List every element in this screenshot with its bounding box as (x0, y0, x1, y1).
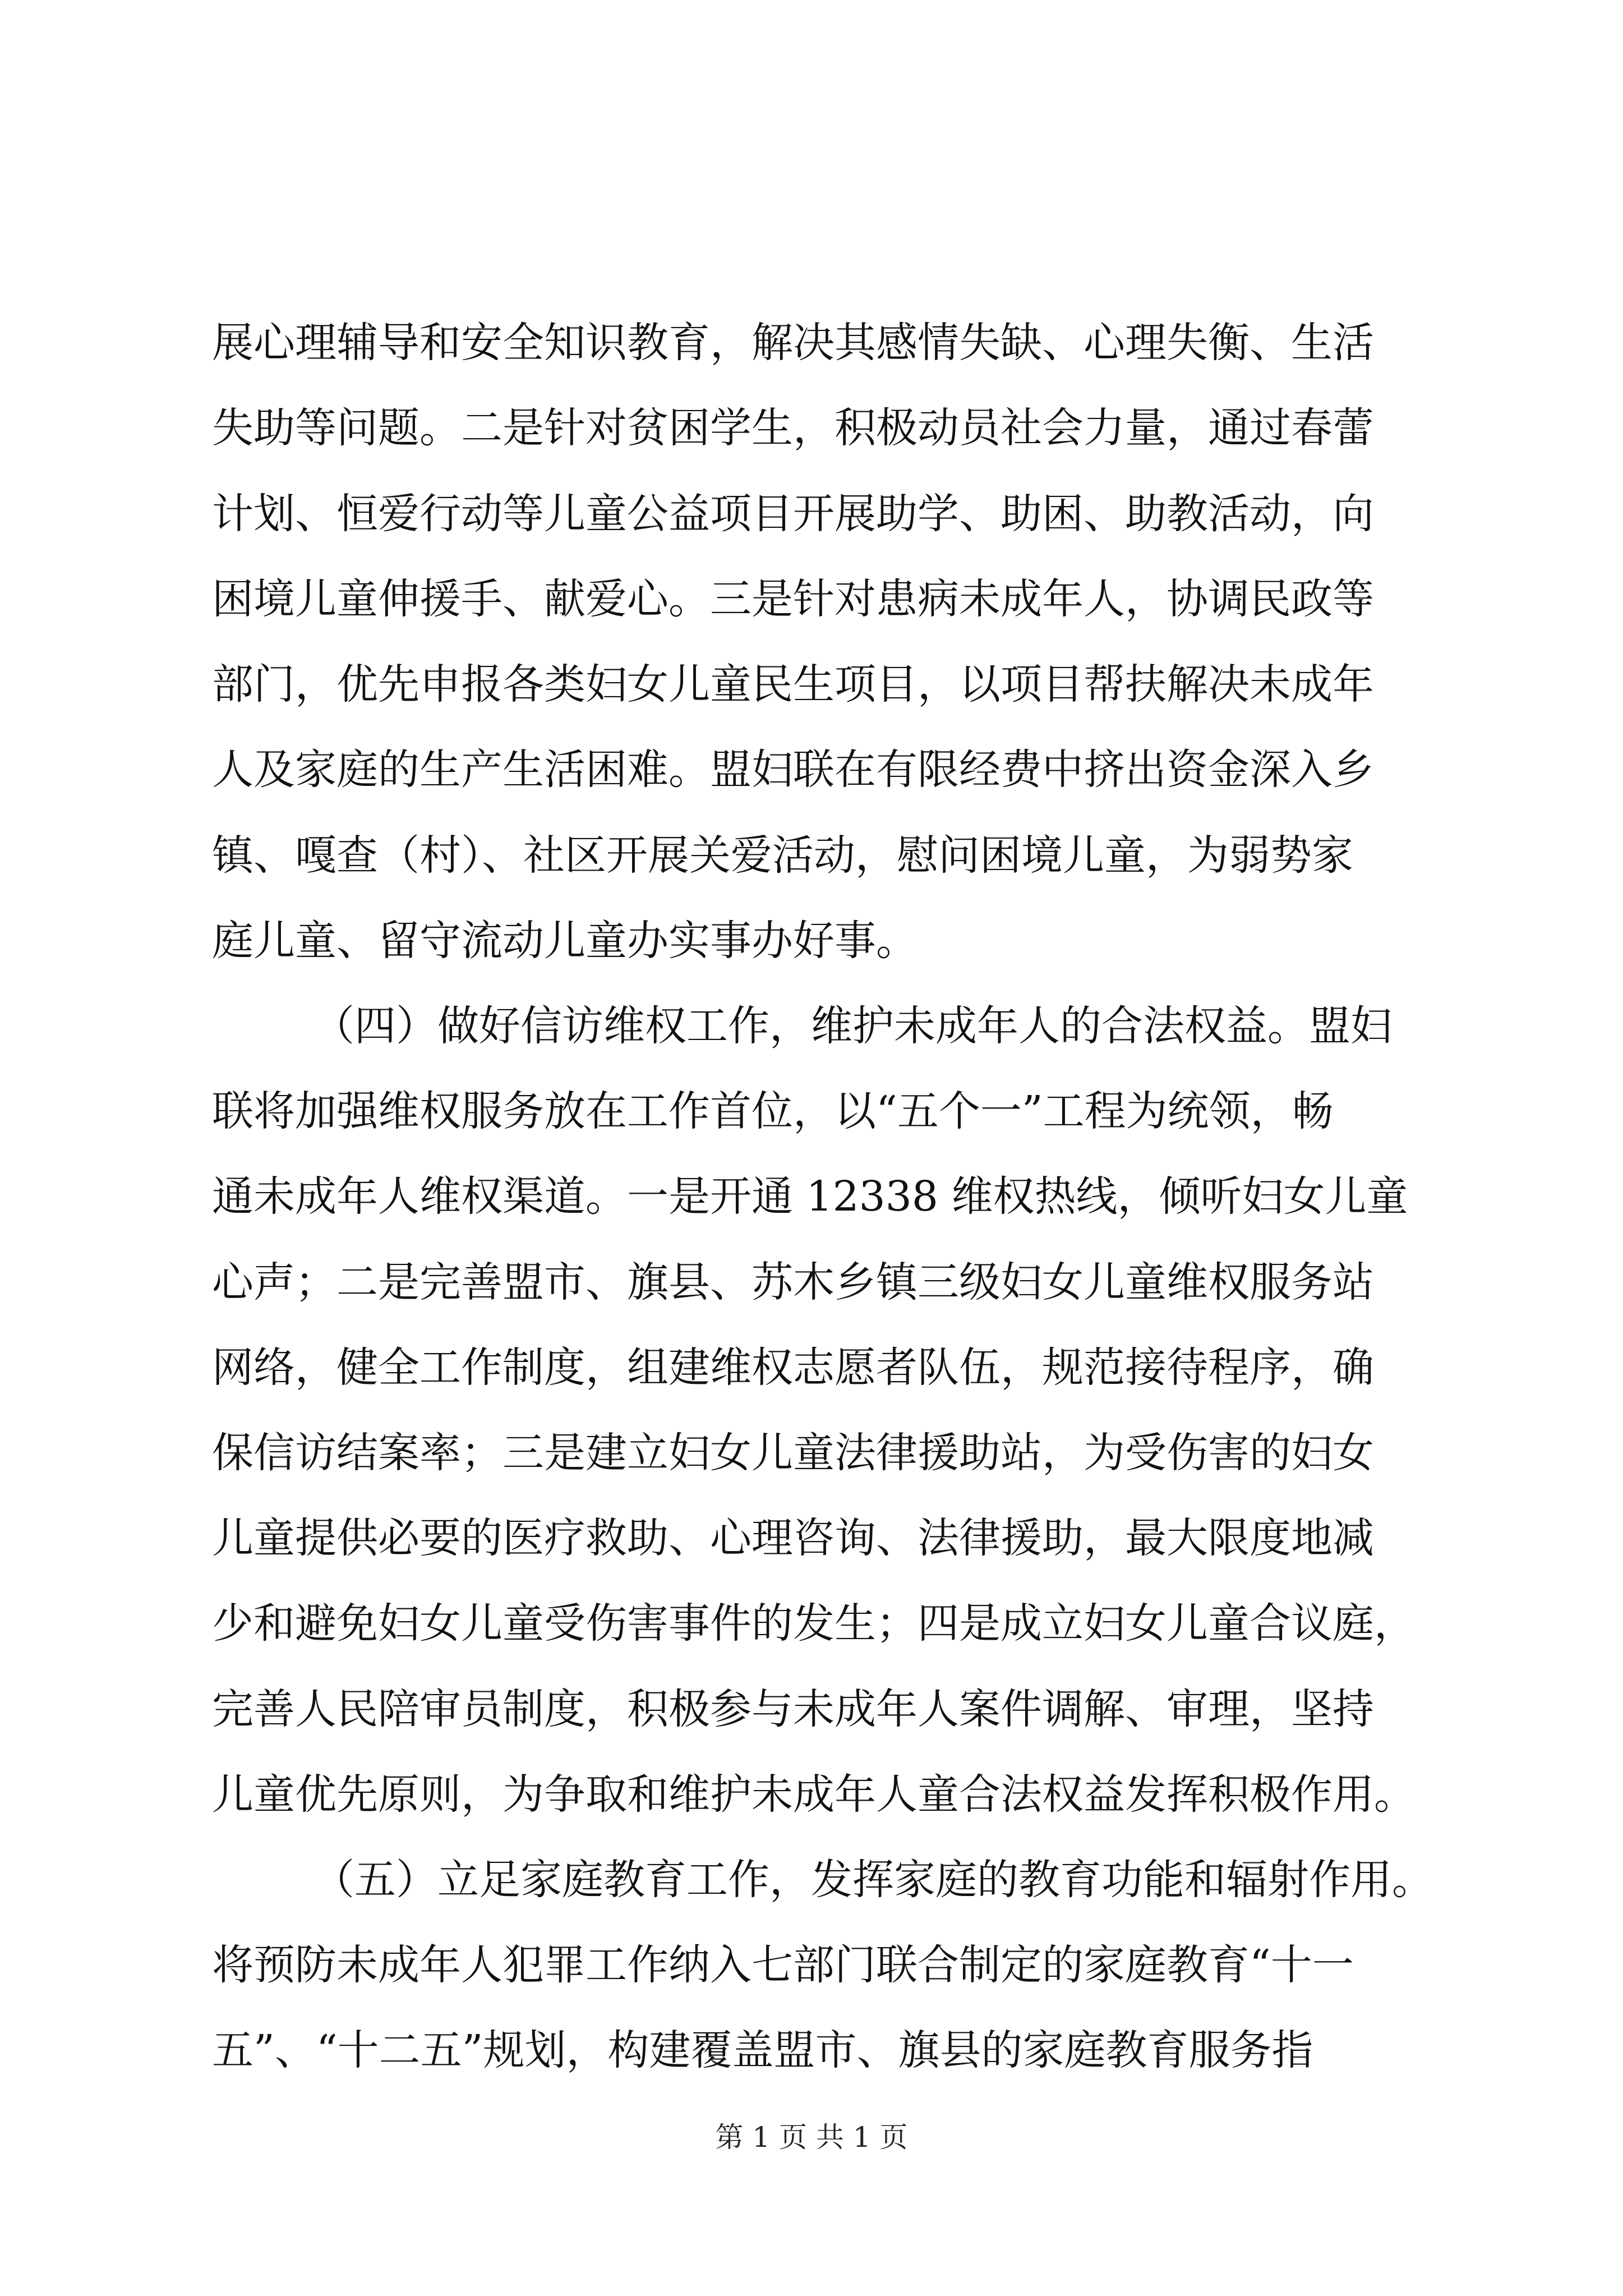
body-line-10: 联将加强维权服务放在工作首位，以“五个一”工程为统领，畅 (212, 1087, 1334, 1135)
paragraph-5-first-line: （五）立足家庭教育工作，发挥家庭的教育功能和辐射作用。 (313, 1856, 1433, 1904)
body-line-5: 部门，优先申报各类妇女儿童民生项目，以项目帮扶解决未成年 (212, 660, 1374, 708)
body-line-4: 困境儿童伸援手、献爱心。三是针对患病未成年人，协调民政等 (212, 575, 1374, 623)
body-line-3: 计划、恒爱行动等儿童公益项目开展助学、助困、助教活动，向 (212, 490, 1374, 538)
body-line-14: 保信访结案率；三是建立妇女儿童法律援助站，为受伤害的妇女 (212, 1429, 1374, 1477)
paragraph-4-first-line: （四）做好信访维权工作，维护未成年人的合法权益。盟妇 (313, 1002, 1392, 1050)
body-line-13: 网络，健全工作制度，组建维权志愿者队伍，规范接待程序，确 (212, 1343, 1374, 1392)
body-line-11: 通未成年人维权渠道。一是开通 12338 维权热线，倾听妇女儿童 (212, 1172, 1408, 1221)
page-footer: 第 1 页 共 1 页 (715, 2121, 908, 2154)
body-line-6: 人及家庭的生产生活困难。盟妇联在有限经费中挤出资金深入乡 (212, 746, 1374, 794)
body-line-12: 心声；二是完善盟市、旗县、苏木乡镇三级妇女儿童维权服务站 (212, 1258, 1374, 1306)
body-line-1: 展心理辅导和安全知识教育，解决其感情失缺、心理失衡、生活 (212, 319, 1374, 367)
body-line-8: 庭儿童、留守流动儿童办实事办好事。 (212, 917, 917, 965)
body-line-16: 少和避免妇女儿童受伤害事件的发生；四是成立妇女儿童合议庭， (212, 1599, 1415, 1648)
body-line-20: 将预防未成年人犯罪工作纳入七部门联合制定的家庭教育“十一 (212, 1941, 1354, 1989)
body-line-15: 儿童提供必要的医疗救助、心理咨询、法律援助，最大限度地减 (212, 1514, 1374, 1562)
body-line-7: 镇、嘎查（村）、社区开展关爱活动，慰问困境儿童，为弱势家 (212, 831, 1353, 880)
body-line-18: 儿童优先原则，为争取和维护未成年人童合法权益发挥积极作用。 (212, 1770, 1415, 1819)
body-line-17: 完善人民陪审员制度，积极参与未成年人案件调解、审理，坚持 (212, 1685, 1374, 1733)
body-line-21: 五”、“十二五”规划，构建覆盖盟市、旗县的家庭教育服务指 (212, 2026, 1313, 2074)
body-line-2: 失助等问题。二是针对贫困学生，积极动员社会力量，通过春蕾 (212, 404, 1374, 452)
